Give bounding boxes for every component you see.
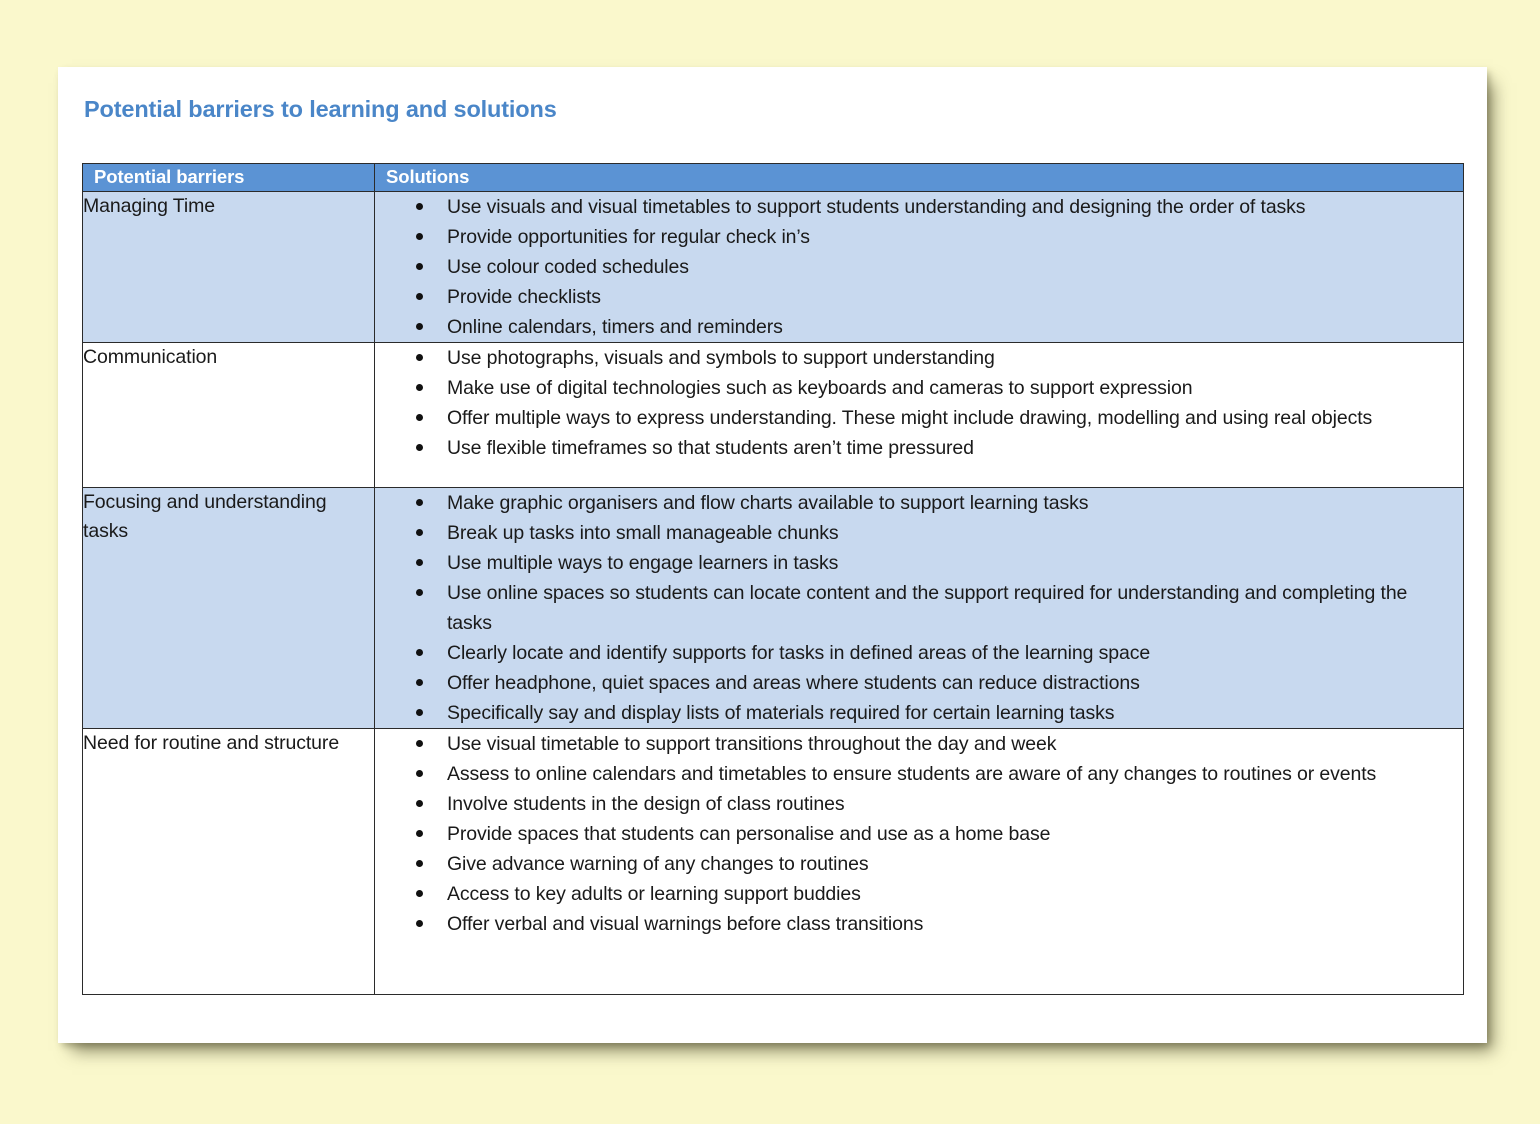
solutions-cell xyxy=(375,192,1464,343)
bullet-icon xyxy=(416,589,423,596)
solution-text: Use photographs, visuals and symbols to support understanding xyxy=(447,347,995,369)
bullet-icon xyxy=(416,709,423,716)
solution-text: Make graphic organisers and flow charts available to support learning tasks xyxy=(447,492,1089,514)
page-title: Potential barriers to learning and solutions xyxy=(84,96,557,122)
barrier-cell: Need for routine and structure xyxy=(83,729,375,995)
bullet-icon xyxy=(416,354,423,361)
solution-list-item xyxy=(375,548,1463,578)
bullet-icon xyxy=(416,740,423,747)
solution-text: Clearly locate and identify supports for tasks in defined areas of the learning space xyxy=(447,642,1151,664)
solution-list-item xyxy=(375,729,1463,759)
bullet-icon xyxy=(416,384,423,391)
solution-text: Provide opportunities for regular check in’s xyxy=(447,226,810,248)
solution-list-item xyxy=(375,698,1463,728)
solution-list-item xyxy=(375,373,1463,403)
solution-list-item xyxy=(375,312,1463,342)
barrier-cell: Managing Time xyxy=(83,192,375,343)
table-row xyxy=(83,729,1464,995)
bullet-icon xyxy=(416,323,423,330)
solutions-list xyxy=(375,192,1463,342)
bullet-icon xyxy=(416,920,423,927)
solution-text: Use visual timetable to support transitions throughout the day and week xyxy=(447,733,1057,755)
solution-text: Use flexible timeframes so that students aren’t time pressured xyxy=(447,437,974,459)
bullet-icon xyxy=(416,203,423,210)
column-header-solutions xyxy=(375,164,1464,192)
document-card xyxy=(58,67,1487,1043)
solution-text: Make use of digital technologies such as keyboards and cameras to support expression xyxy=(447,377,1193,399)
bullet-icon xyxy=(416,263,423,270)
solution-text: Access to key adults or learning support buddies xyxy=(447,883,861,905)
solution-list-item xyxy=(375,789,1463,819)
bullet-icon xyxy=(416,770,423,777)
solution-list-item xyxy=(375,909,1463,939)
solution-text: Use colour coded schedules xyxy=(447,256,689,278)
solutions-list xyxy=(375,729,1463,939)
solutions-list xyxy=(375,488,1463,728)
solution-list-item xyxy=(375,518,1463,548)
bullet-icon xyxy=(416,800,423,807)
column-header-potential-barriers xyxy=(83,164,375,192)
bullet-icon xyxy=(416,679,423,686)
bullet-icon xyxy=(416,499,423,506)
bullet-icon xyxy=(416,559,423,566)
solution-text: Assess to online calendars and timetables to ensure students are aware of any changes to routines or events xyxy=(447,763,1377,785)
solution-text: Use online spaces so students can locate content and the support required for understanding and completing the tasks xyxy=(447,582,1408,634)
solution-text: Specifically say and display lists of materials required for certain learning tasks xyxy=(447,702,1115,724)
solution-list-item xyxy=(375,578,1463,638)
bullet-icon xyxy=(416,860,423,867)
solution-text: Break up tasks into small manageable chunks xyxy=(447,522,839,544)
table-row xyxy=(83,343,1464,488)
barrier-cell: Focusing and understanding tasks xyxy=(83,488,375,729)
solution-text: Online calendars, timers and reminders xyxy=(447,316,783,338)
column-header-potential-barriers-label: Potential barriers xyxy=(94,166,245,187)
solution-text: Offer headphone, quiet spaces and areas where students can reduce distractions xyxy=(447,672,1140,694)
solution-list-item xyxy=(375,192,1463,222)
solution-text: Provide spaces that students can personalise and use as a home base xyxy=(447,823,1051,845)
solution-list-item xyxy=(375,759,1463,789)
solution-text: Give advance warning of any changes to routines xyxy=(447,853,869,875)
solution-text: Involve students in the design of class routines xyxy=(447,793,845,815)
table-header xyxy=(83,164,1464,192)
table-row xyxy=(83,488,1464,729)
solution-text: Offer verbal and visual warnings before class transitions xyxy=(447,913,924,935)
bullet-icon xyxy=(416,529,423,536)
solution-list-item xyxy=(375,879,1463,909)
solution-list-item xyxy=(375,403,1463,433)
solution-list-item xyxy=(375,282,1463,312)
bullet-icon xyxy=(416,293,423,300)
solution-list-item xyxy=(375,252,1463,282)
solutions-cell xyxy=(375,729,1464,995)
bullet-icon xyxy=(416,444,423,451)
solution-list-item xyxy=(375,343,1463,373)
solution-list-item xyxy=(375,433,1463,463)
bullet-icon xyxy=(416,830,423,837)
barrier-cell: Communication xyxy=(83,343,375,488)
solution-list-item xyxy=(375,222,1463,252)
solution-list-item xyxy=(375,849,1463,879)
solution-text: Provide checklists xyxy=(447,286,601,308)
barriers-solutions-table xyxy=(82,163,1464,995)
table-header-row xyxy=(83,164,1464,192)
table-body xyxy=(83,192,1464,995)
solutions-cell xyxy=(375,343,1464,488)
solution-list-item xyxy=(375,819,1463,849)
bullet-icon xyxy=(416,233,423,240)
bullet-icon xyxy=(416,414,423,421)
solution-text: Use visuals and visual timetables to support students understanding and designing the order of tasks xyxy=(447,196,1306,218)
table-row xyxy=(83,192,1464,343)
solution-text: Offer multiple ways to express understanding. These might include drawing, modelling and using real objects xyxy=(447,407,1373,429)
column-header-solutions-label: Solutions xyxy=(386,166,470,187)
solution-list-item xyxy=(375,488,1463,518)
solutions-list xyxy=(375,343,1463,463)
bullet-icon xyxy=(416,890,423,897)
bullet-icon xyxy=(416,649,423,656)
solution-text: Use multiple ways to engage learners in tasks xyxy=(447,552,839,574)
solution-list-item xyxy=(375,638,1463,668)
solutions-cell xyxy=(375,488,1464,729)
solution-list-item xyxy=(375,668,1463,698)
